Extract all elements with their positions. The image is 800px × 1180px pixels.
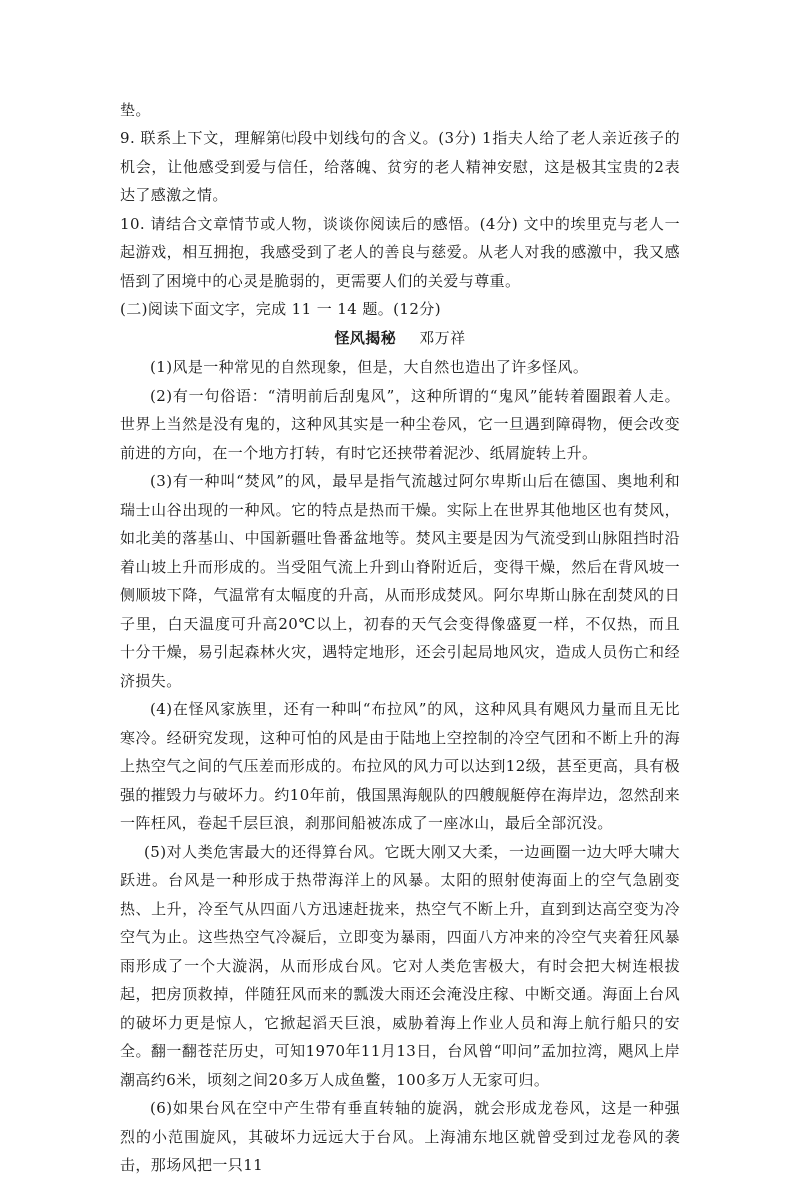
article-paragraph-2: (2)有一句俗语：“清明前后刮鬼风”，这种所谓的“鬼风”能转着圈跟着人走。世界上当然是没有鬼的，这种风其实是一种尘卷风，它一旦遇到障碍物，便会改变前进的方向，在一个地方打转，有时它还挟带着泥沙、纸屑旋转上升。	[120, 386, 680, 462]
article-paragraph-5: (5)对人类危害最大的还得算台风。它既大刚又大柔，一边画圈一边大呼大啸大跃进。台风是一种形成于热带海洋上的风暴。太阳的照射使海面上的空气急剧变热、上升，冷至气从四面八方迅速赶拢来，热空气不断上升，直到到达高空变为冷空气为止。这些热空气冷凝后，立即变为暴雨，四面八方冲来的冷空气夹着狂风暴雨形成了一个大漩涡，从而形成台风。它对人类危害极大，有时会把大树连根拔起，把房顶救掉，伴随狂风而来的瓢泼大雨还会淹没庄稼、中断交通。海面上台风的破坏力更是惊人，它掀起滔天巨浪，威胁着海上作业人员和海上航行船只的安全。翻一翻苍茫历史，可知1970年11月13日，台风曾“叩问”孟加拉湾，飓风上岸潮高约6米，顷刻之间20多万人成鱼鳖，100多万人无家可归。	[120, 842, 681, 1089]
article-title: 怪风揭秘	[334, 329, 397, 347]
article-paragraph-1: (1)风是一种常见的自然现象，但是，大自然也造出了许多怪风。	[150, 358, 589, 376]
document-body	[120, 96, 680, 1180]
question-9: 9. 联系上下文，理解第㈦段中划线句的含义。(3分) 1指夫人给了老人亲近孩子的机会，让他感受到爱与信任，给落魄、贫穷的老人精神安慰，这是极其宝贵的2表达了感激之情。	[120, 129, 680, 204]
reading-section-heading: (二)阅读下面文字，完成 11 一 14 题。(12分)	[120, 300, 441, 318]
previous-paragraph-tail: 垫。	[120, 101, 151, 119]
article-paragraph-3: (3)有一种叫“焚风”的风，最早是指气流越过阿尔卑斯山后在德国、奥地利和瑞士山谷出现的一种风。它的特点是热而干燥。实际上在世界其他地区也有焚风，如北美的落基山、中国新疆吐鲁番盆地等。焚风主要是因为气流受到山脉阻挡时沿着山坡上升而形成的。当受阻气流上升到山脊附近后，变得干燥，然后在背风坡一侧顺坡下降，气温常有太幅度的升高，从而形成焚风。阿尔卑斯山脉在刮焚风的日子里，白天温度可升高20℃以上，初春的天气会变得像盛夏一样，不仅热，而且十分干燥，易引起森林火灾，遇特定地形，还会引起局地风灾，造成人员伤亡和经济损失。	[120, 472, 680, 690]
article-paragraph-4: (4)在怪风家族里，还有一种叫“布拉风”的风，这种风具有飓风力量而且无比寒冷。经研究发现，这种可怕的风是由于陆地上空控制的冷空气团和不断上升的海上热空气之间的气压差而形成的。布拉风的风力可以达到12级，甚至更高，具有极强的摧毁力与破坏力。约10年前，俄国黑海舰队的四艘舰艇停在海岸边，忽然刮来一阵枉风，卷起千层巨浪，刹那间船被冻成了一座冰山，最后全部沉没。	[120, 700, 680, 832]
article-author: 邓万祥	[419, 329, 466, 347]
article-heading	[120, 323, 680, 353]
question-10: 10. 请结合文章情节或人物，谈谈你阅读后的感悟。(4分) 文中的埃里克与老人一起游戏，相互拥抱，我感受到了老人的善良与慈爱。从老人对我的感激中，我又感悟到了困境中的心灵是脆弱的，更需要人们的关爱与尊重。	[120, 214, 680, 290]
article-paragraph-6: (6)如果台风在空中产生带有垂直转轴的旋涡，就会形成龙卷风，这是一种强烈的小范围旋风，其破坏力远远大于台风。上海浦东地区就曾受到过龙卷风的袭击，那场风把一只11	[120, 1099, 680, 1174]
